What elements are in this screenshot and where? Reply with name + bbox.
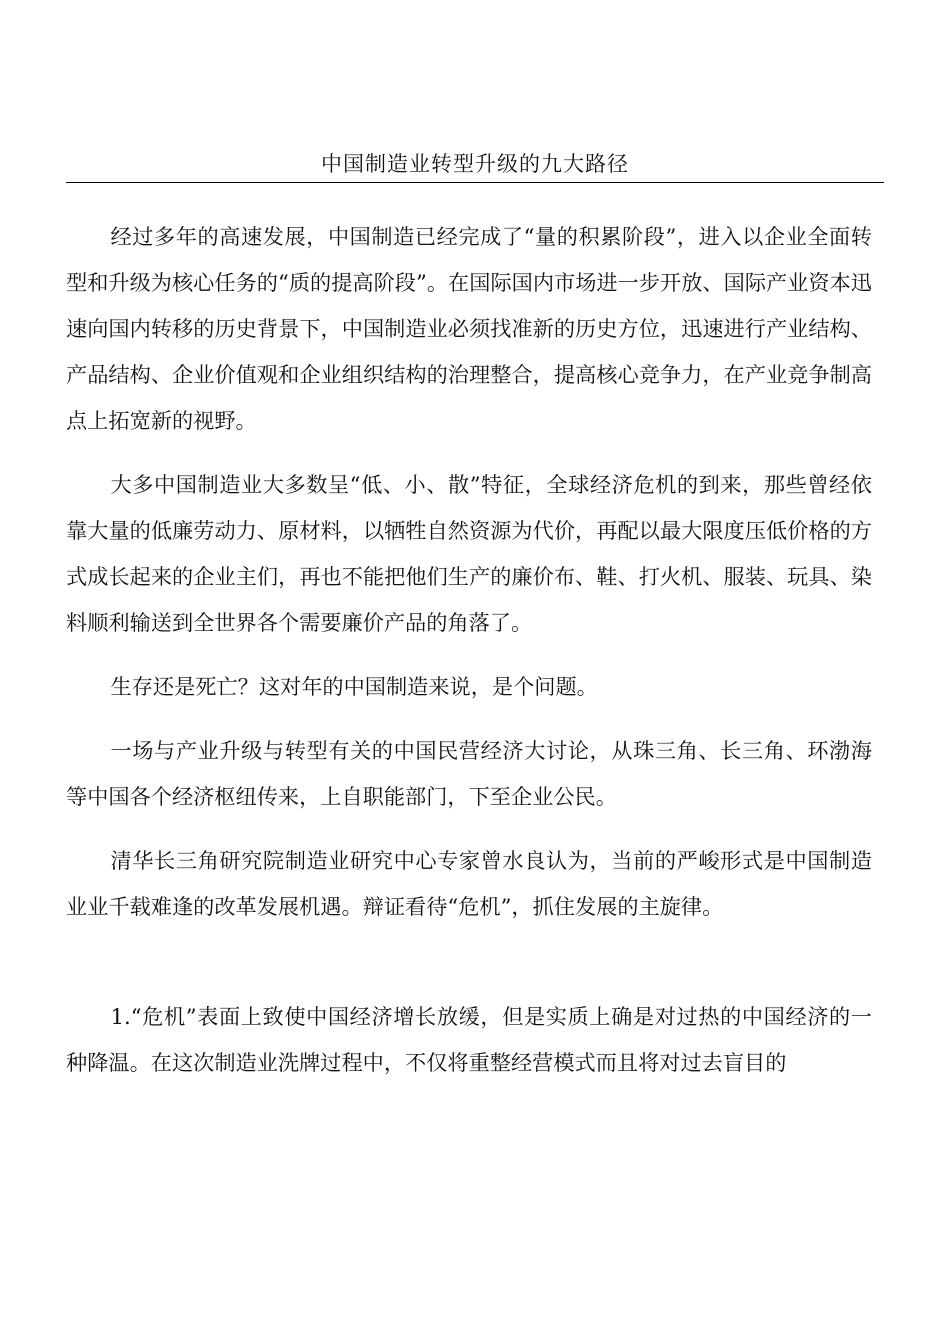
paragraph: 生存还是死亡？这对年的中国制造来说，是个问题。 (110, 674, 598, 699)
paragraph: 清华长三角研究院制造业研究中心专家曾水良认为，当前的严峻形式是中国制造业业千载难逢的改革发展机遇。辩证看待“危机”，抓住发展的主旋律。 (66, 848, 872, 919)
document-title: 中国制造业转型升级的九大路径 (321, 152, 629, 176)
paragraph-numbered-1: 1.“危机”表面上致使中国经济增长放缓，但是实质上确是对过热的中国经济的一种降温。在这次制造业洗牌过程中，不仅将重整经营模式而且将对过去盲目的 (66, 1004, 872, 1075)
document-body (66, 214, 872, 1104)
page-header (66, 146, 884, 183)
paragraph: 经过多年的高速发展，中国制造已经完成了“量的积累阶段”，进入以企业全面转型和升级为核心任务的“质的提高阶段”。在国际国内市场进一步开放、国际产业资本迅速向国内转移的历史背景下，中国制造业必须找准新的历史方位，迅速进行产业结构、产品结构、企业价值观和企业组织结构的治理整合，提高核心竞争力，在产业竞争制高点上拓宽新的视野。 (66, 224, 872, 433)
paragraph: 大多中国制造业大多数呈“低、小、散”特征，全球经济危机的到来，那些曾经依靠大量的低廉劳动力、原材料，以牺牲自然资源为代价，再配以最大限度压低价格的方式成长起来的企业主们，再也不能把他们生产的廉价布、鞋、打火机、服装、玩具、染料顺利输送到全世界各个需要廉价产品的角落了。 (66, 472, 872, 635)
paragraph: 一场与产业升级与转型有关的中国民营经济大讨论，从珠三角、长三角、环渤海等中国各个经济枢纽传来，上自职能部门，下至企业公民。 (66, 738, 872, 809)
